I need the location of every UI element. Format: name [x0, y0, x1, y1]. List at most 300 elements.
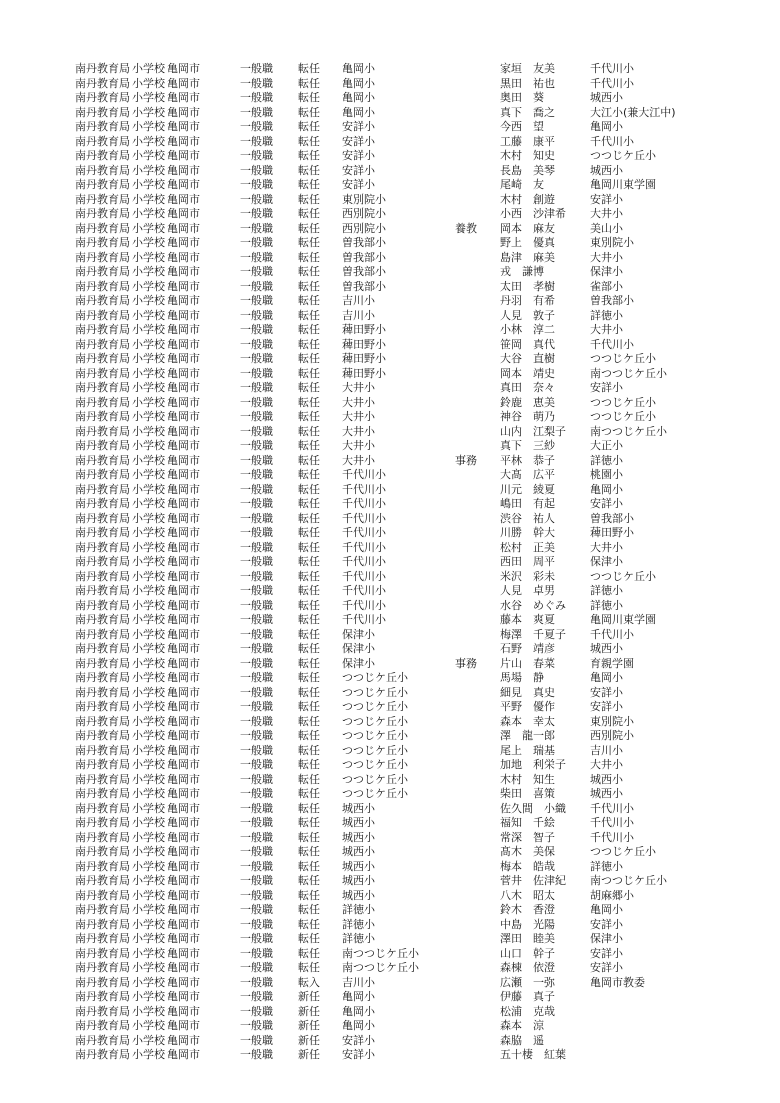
cell-city: 亀岡市 — [167, 366, 200, 380]
cell-previous-school: つつじケ丘小 — [590, 569, 656, 583]
cell-job-class: 一般職 — [240, 265, 273, 278]
cell-job-class: 一般職 — [240, 352, 273, 365]
table-row — [75, 193, 775, 208]
cell-role — [455, 932, 500, 947]
cell-previous-school: 千代川小 — [590, 62, 634, 75]
cell-job-class: 一般職 — [240, 874, 273, 887]
cell-school-type: 小学校 — [132, 859, 165, 873]
cell-job-class: 一般職 — [240, 134, 273, 148]
cell-person-name: 尾崎 友 — [500, 178, 544, 191]
cell-school-from: 城西小 — [342, 801, 375, 815]
cell-person-name: 森棟 依澄 — [500, 961, 555, 974]
cell-job-class: 一般職 — [240, 410, 273, 423]
table-row — [75, 294, 775, 309]
cell-job-class: 一般職 — [240, 772, 273, 786]
cell-school-type: 小学校 — [132, 874, 165, 887]
cell-previous-school: 城西小 — [590, 91, 623, 104]
cell-school-type: 小学校 — [132, 845, 165, 858]
cell-city: 亀岡市 — [167, 308, 200, 322]
cell-school-from: 千代川小 — [342, 598, 386, 612]
table-row — [75, 947, 775, 962]
cell-role — [455, 671, 500, 686]
cell-job-class: 一般職 — [240, 468, 273, 481]
cell-bureau: 南丹教育局 — [75, 874, 130, 887]
cell-school-from: 城西小 — [342, 874, 375, 887]
cell-city: 亀岡市 — [167, 656, 200, 670]
cell-person-name: 大谷 直樹 — [500, 352, 555, 365]
cell-city: 亀岡市 — [167, 1033, 200, 1047]
cell-school-type: 小学校 — [132, 627, 165, 641]
cell-previous-school: 保津小 — [590, 265, 623, 278]
table-row — [75, 889, 775, 904]
cell-role — [455, 323, 500, 338]
cell-person-name: 西田 周平 — [500, 555, 555, 568]
cell-person-name: 石野 靖彦 — [500, 642, 555, 655]
cell-role — [455, 729, 500, 744]
transfer-table — [75, 62, 775, 1063]
table-row — [75, 425, 775, 440]
cell-bureau: 南丹教育局 — [75, 555, 130, 568]
cell-job-class: 一般職 — [240, 598, 273, 612]
cell-job-class: 一般職 — [240, 859, 273, 873]
cell-person-name: 鈴木 香澄 — [500, 903, 555, 916]
cell-previous-school: 大井小 — [590, 540, 623, 554]
cell-move-type: 転任 — [298, 555, 320, 568]
cell-person-name: 尾上 瑞基 — [500, 743, 555, 757]
cell-move-type: 転任 — [298, 584, 320, 597]
cell-job-class: 一般職 — [240, 540, 273, 554]
cell-move-type: 転任 — [298, 134, 320, 148]
cell-school-from: 亀岡小 — [342, 91, 375, 104]
cell-school-type: 小学校 — [132, 801, 165, 815]
cell-bureau: 南丹教育局 — [75, 1019, 130, 1032]
cell-job-class: 一般職 — [240, 961, 273, 974]
table-row — [75, 628, 775, 643]
cell-city: 亀岡市 — [167, 511, 200, 525]
cell-role — [455, 628, 500, 643]
cell-city: 亀岡市 — [167, 816, 200, 829]
cell-school-type: 小学校 — [132, 250, 165, 264]
cell-job-class: 一般職 — [240, 497, 273, 510]
cell-person-name: 片山 春菜 — [500, 656, 555, 670]
cell-bureau: 南丹教育局 — [75, 801, 130, 815]
cell-role — [455, 1019, 500, 1034]
cell-role — [455, 352, 500, 367]
cell-city: 亀岡市 — [167, 91, 200, 104]
cell-bureau: 南丹教育局 — [75, 642, 130, 655]
cell-school-from: 安詳小 — [342, 1048, 375, 1061]
cell-move-type: 転任 — [298, 279, 320, 293]
cell-city: 亀岡市 — [167, 801, 200, 815]
table-row — [75, 323, 775, 338]
cell-move-type: 転任 — [298, 729, 320, 742]
cell-person-name: 大髙 広平 — [500, 468, 555, 481]
cell-role — [455, 396, 500, 411]
cell-school-type: 小学校 — [132, 149, 165, 162]
cell-job-class: 一般職 — [240, 120, 273, 133]
cell-school-from: 大井小 — [342, 381, 375, 394]
cell-previous-school: 亀岡小 — [590, 482, 623, 496]
cell-previous-school: つつじケ丘小 — [590, 149, 656, 162]
cell-person-name: 山口 幹子 — [500, 946, 555, 960]
cell-bureau: 南丹教育局 — [75, 381, 130, 394]
cell-city: 亀岡市 — [167, 105, 200, 119]
cell-person-name: 森本 涼 — [500, 1019, 544, 1032]
table-row — [75, 773, 775, 788]
cell-school-type: 小学校 — [132, 526, 165, 539]
cell-city: 亀岡市 — [167, 642, 200, 655]
cell-person-name: 加地 利栄子 — [500, 758, 566, 771]
cell-role — [455, 976, 500, 991]
cell-move-type: 転任 — [298, 569, 320, 583]
cell-city: 亀岡市 — [167, 975, 200, 989]
cell-school-from: つつじケ丘小 — [342, 729, 408, 742]
cell-job-class: 一般職 — [240, 526, 273, 539]
cell-job-class: 一般職 — [240, 294, 273, 307]
cell-school-type: 小学校 — [132, 946, 165, 960]
cell-city: 亀岡市 — [167, 381, 200, 394]
table-row — [75, 729, 775, 744]
cell-role — [455, 468, 500, 483]
cell-job-class: 一般職 — [240, 671, 273, 684]
cell-previous-school: 西別院小 — [590, 729, 634, 742]
cell-city: 亀岡市 — [167, 946, 200, 960]
table-row — [75, 62, 775, 77]
cell-role — [455, 439, 500, 454]
cell-job-class: 一般職 — [240, 903, 273, 916]
cell-move-type: 転任 — [298, 497, 320, 510]
cell-bureau: 南丹教育局 — [75, 163, 130, 177]
table-row — [75, 918, 775, 933]
cell-previous-school: 大江小(兼大江中) — [590, 105, 676, 119]
cell-move-type: 転任 — [298, 178, 320, 191]
cell-job-class: 一般職 — [240, 743, 273, 757]
cell-person-name: 野上 優真 — [500, 236, 555, 249]
cell-previous-school: 城西小 — [590, 163, 623, 177]
cell-city: 亀岡市 — [167, 961, 200, 974]
cell-school-from: 亀岡小 — [342, 105, 375, 119]
cell-bureau: 南丹教育局 — [75, 540, 130, 554]
cell-job-class: 一般職 — [240, 1048, 273, 1061]
cell-previous-school: つつじケ丘小 — [590, 395, 656, 409]
cell-job-class: 一般職 — [240, 932, 273, 945]
table-row — [75, 671, 775, 686]
cell-school-type: 小学校 — [132, 192, 165, 206]
table-row — [75, 990, 775, 1005]
cell-bureau: 南丹教育局 — [75, 845, 130, 858]
cell-move-type: 転任 — [298, 700, 320, 713]
cell-move-type: 転任 — [298, 105, 320, 119]
cell-school-from: 千代川小 — [342, 613, 386, 626]
cell-previous-school: 千代川小 — [590, 830, 634, 844]
cell-person-name: 平林 恭子 — [500, 453, 555, 467]
cell-school-from: 保津小 — [342, 627, 375, 641]
cell-person-name: 中島 光陽 — [500, 917, 555, 931]
cell-person-name: 藤本 爽夏 — [500, 613, 555, 626]
cell-bureau: 南丹教育局 — [75, 366, 130, 380]
cell-person-name: 人見 敦子 — [500, 308, 555, 322]
cell-city: 亀岡市 — [167, 685, 200, 699]
cell-person-name: 菅井 佐津紀 — [500, 874, 566, 887]
cell-school-from: 安詳小 — [342, 1033, 375, 1047]
cell-previous-school: 千代川小 — [590, 816, 634, 829]
cell-job-class: 一般職 — [240, 337, 273, 351]
cell-bureau: 南丹教育局 — [75, 961, 130, 974]
table-row — [75, 686, 775, 701]
cell-school-from: 大井小 — [342, 424, 375, 438]
cell-school-from: 城西小 — [342, 816, 375, 829]
cell-school-from: 吉川小 — [342, 975, 375, 989]
cell-city: 亀岡市 — [167, 497, 200, 510]
cell-person-name: 太田 孝樹 — [500, 279, 555, 293]
cell-school-type: 小学校 — [132, 265, 165, 278]
cell-person-name: 小林 淳二 — [500, 323, 555, 336]
cell-previous-school: 安詳小 — [590, 192, 623, 206]
cell-bureau: 南丹教育局 — [75, 830, 130, 844]
cell-school-from: 東別院小 — [342, 192, 386, 206]
cell-school-from: つつじケ丘小 — [342, 671, 408, 684]
table-row — [75, 1005, 775, 1020]
table-row — [75, 976, 775, 991]
cell-role — [455, 874, 500, 889]
cell-bureau: 南丹教育局 — [75, 656, 130, 670]
cell-move-type: 転任 — [298, 758, 320, 771]
cell-previous-school: 雀部小 — [590, 279, 623, 293]
cell-school-type: 小学校 — [132, 598, 165, 612]
table-row — [75, 657, 775, 672]
cell-school-type: 小学校 — [132, 1048, 165, 1061]
cell-person-name: 松村 正美 — [500, 540, 555, 554]
cell-previous-school: 桃園小 — [590, 468, 623, 481]
cell-role — [455, 845, 500, 860]
cell-move-type: 転任 — [298, 453, 320, 467]
cell-city: 亀岡市 — [167, 163, 200, 177]
cell-job-class: 一般職 — [240, 149, 273, 162]
cell-school-from: つつじケ丘小 — [342, 758, 408, 771]
cell-previous-school: 南つつじケ丘小 — [590, 424, 667, 438]
cell-job-class: 一般職 — [240, 1019, 273, 1032]
cell-role — [455, 497, 500, 512]
cell-move-type: 転任 — [298, 337, 320, 351]
cell-move-type: 転任 — [298, 192, 320, 206]
cell-bureau: 南丹教育局 — [75, 685, 130, 699]
cell-role — [455, 642, 500, 657]
cell-move-type: 転任 — [298, 149, 320, 162]
cell-school-from: 千代川小 — [342, 569, 386, 583]
cell-school-type: 小学校 — [132, 105, 165, 119]
cell-move-type: 転任 — [298, 294, 320, 307]
cell-move-type: 転任 — [298, 395, 320, 409]
table-row — [75, 396, 775, 411]
cell-city: 亀岡市 — [167, 279, 200, 293]
cell-previous-school: 詳徳小 — [590, 859, 623, 873]
cell-school-from: 南つつじケ丘小 — [342, 946, 419, 960]
cell-bureau: 南丹教育局 — [75, 526, 130, 539]
cell-move-type: 転任 — [298, 62, 320, 75]
cell-job-class: 一般職 — [240, 91, 273, 104]
cell-job-class: 一般職 — [240, 236, 273, 249]
cell-person-name: 細見 真史 — [500, 685, 555, 699]
cell-bureau: 南丹教育局 — [75, 323, 130, 336]
table-row — [75, 961, 775, 976]
cell-person-name: 戎 謙博 — [500, 265, 544, 278]
cell-previous-school: 城西小 — [590, 642, 623, 655]
cell-previous-school: 詳徳小 — [590, 453, 623, 467]
cell-role — [455, 483, 500, 498]
cell-school-type: 小学校 — [132, 511, 165, 525]
cell-city: 亀岡市 — [167, 76, 200, 90]
cell-school-type: 小学校 — [132, 975, 165, 989]
table-row — [75, 77, 775, 92]
cell-bureau: 南丹教育局 — [75, 439, 130, 452]
cell-school-type: 小学校 — [132, 903, 165, 916]
cell-bureau: 南丹教育局 — [75, 700, 130, 713]
cell-job-class: 一般職 — [240, 62, 273, 75]
cell-bureau: 南丹教育局 — [75, 337, 130, 351]
table-row — [75, 497, 775, 512]
cell-person-name: 今西 望 — [500, 120, 544, 133]
cell-school-type: 小学校 — [132, 62, 165, 75]
cell-city: 亀岡市 — [167, 395, 200, 409]
cell-role — [455, 744, 500, 759]
cell-city: 亀岡市 — [167, 859, 200, 873]
cell-previous-school — [590, 1019, 775, 1034]
cell-role — [455, 860, 500, 875]
cell-bureau: 南丹教育局 — [75, 613, 130, 626]
cell-school-type: 小学校 — [132, 830, 165, 844]
cell-school-from: 城西小 — [342, 845, 375, 858]
cell-school-type: 小学校 — [132, 787, 165, 800]
cell-bureau: 南丹教育局 — [75, 221, 130, 235]
cell-person-name: 小西 沙津希 — [500, 207, 566, 220]
cell-bureau: 南丹教育局 — [75, 410, 130, 423]
cell-move-type: 転任 — [298, 671, 320, 684]
cell-role — [455, 193, 500, 208]
cell-job-class: 一般職 — [240, 453, 273, 467]
cell-person-name: 嶋田 有起 — [500, 497, 555, 510]
cell-school-type: 小学校 — [132, 540, 165, 554]
cell-school-from: 亀岡小 — [342, 990, 375, 1003]
cell-city: 亀岡市 — [167, 729, 200, 742]
cell-role — [455, 425, 500, 440]
cell-bureau: 南丹教育局 — [75, 990, 130, 1003]
cell-city: 亀岡市 — [167, 787, 200, 800]
table-row — [75, 149, 775, 164]
cell-bureau: 南丹教育局 — [75, 120, 130, 133]
cell-job-class: 一般職 — [240, 1004, 273, 1018]
cell-previous-school: 東別院小 — [590, 714, 634, 728]
cell-bureau: 南丹教育局 — [75, 62, 130, 75]
cell-person-name: 岡本 麻友 — [500, 221, 555, 235]
table-row — [75, 454, 775, 469]
cell-school-from: 安詳小 — [342, 120, 375, 133]
cell-city: 亀岡市 — [167, 743, 200, 757]
cell-person-name: 川元 綾夏 — [500, 482, 555, 496]
table-row — [75, 280, 775, 295]
cell-school-from: つつじケ丘小 — [342, 714, 408, 728]
cell-role — [455, 787, 500, 802]
cell-previous-school: 詳徳小 — [590, 584, 623, 597]
table-row — [75, 541, 775, 556]
cell-person-name: 岡本 靖史 — [500, 366, 555, 380]
table-row — [75, 381, 775, 396]
cell-move-type: 転任 — [298, 961, 320, 974]
table-row — [75, 135, 775, 150]
cell-school-from: つつじケ丘小 — [342, 743, 408, 757]
cell-role — [455, 918, 500, 933]
cell-job-class: 一般職 — [240, 1033, 273, 1047]
cell-move-type: 転任 — [298, 381, 320, 394]
table-row — [75, 903, 775, 918]
cell-person-name: 長島 美琴 — [500, 163, 555, 177]
table-row — [75, 178, 775, 193]
cell-move-type: 転任 — [298, 830, 320, 844]
cell-role — [455, 570, 500, 585]
cell-school-from: 西別院小 — [342, 207, 386, 220]
cell-school-type: 小学校 — [132, 497, 165, 510]
cell-school-type: 小学校 — [132, 381, 165, 394]
cell-job-class: 一般職 — [240, 801, 273, 815]
cell-school-from: 千代川小 — [342, 497, 386, 510]
cell-previous-school: 大正小 — [590, 439, 623, 452]
cell-bureau: 南丹教育局 — [75, 250, 130, 264]
cell-previous-school: 千代川小 — [590, 134, 634, 148]
cell-school-type: 小学校 — [132, 424, 165, 438]
cell-school-type: 小学校 — [132, 555, 165, 568]
cell-previous-school: 大井小 — [590, 758, 623, 771]
cell-person-name: 澤田 睦美 — [500, 932, 555, 945]
cell-city: 亀岡市 — [167, 134, 200, 148]
cell-move-type: 転任 — [298, 874, 320, 887]
cell-role: 養教 — [455, 221, 477, 235]
cell-move-type: 新任 — [298, 1033, 320, 1047]
cell-previous-school: 安詳小 — [590, 497, 623, 510]
table-row — [75, 120, 775, 135]
cell-city: 亀岡市 — [167, 569, 200, 583]
cell-city: 亀岡市 — [167, 613, 200, 626]
cell-school-from: 安詳小 — [342, 149, 375, 162]
cell-role — [455, 700, 500, 715]
cell-previous-school: 曽我部小 — [590, 294, 634, 307]
table-row — [75, 715, 775, 730]
cell-school-type: 小学校 — [132, 163, 165, 177]
cell-job-class: 一般職 — [240, 76, 273, 90]
cell-city: 亀岡市 — [167, 584, 200, 597]
cell-person-name: 真田 奈々 — [500, 381, 555, 394]
cell-school-from: 吉川小 — [342, 294, 375, 307]
table-row — [75, 1019, 775, 1034]
cell-school-from: 曽我部小 — [342, 265, 386, 278]
cell-job-class: 一般職 — [240, 439, 273, 452]
cell-previous-school: 安詳小 — [590, 685, 623, 699]
cell-job-class: 一般職 — [240, 569, 273, 583]
cell-previous-school — [590, 1005, 775, 1020]
cell-school-from: 南つつじケ丘小 — [342, 961, 419, 974]
cell-city: 亀岡市 — [167, 352, 200, 365]
cell-previous-school: 千代川小 — [590, 627, 634, 641]
cell-school-type: 小学校 — [132, 743, 165, 757]
cell-job-class: 一般職 — [240, 816, 273, 829]
table-row — [75, 207, 775, 222]
cell-school-type: 小学校 — [132, 714, 165, 728]
table-row — [75, 613, 775, 628]
cell-bureau: 南丹教育局 — [75, 497, 130, 510]
cell-bureau: 南丹教育局 — [75, 178, 130, 191]
cell-move-type: 転任 — [298, 946, 320, 960]
cell-bureau: 南丹教育局 — [75, 511, 130, 525]
cell-school-type: 小学校 — [132, 961, 165, 974]
cell-bureau: 南丹教育局 — [75, 787, 130, 800]
